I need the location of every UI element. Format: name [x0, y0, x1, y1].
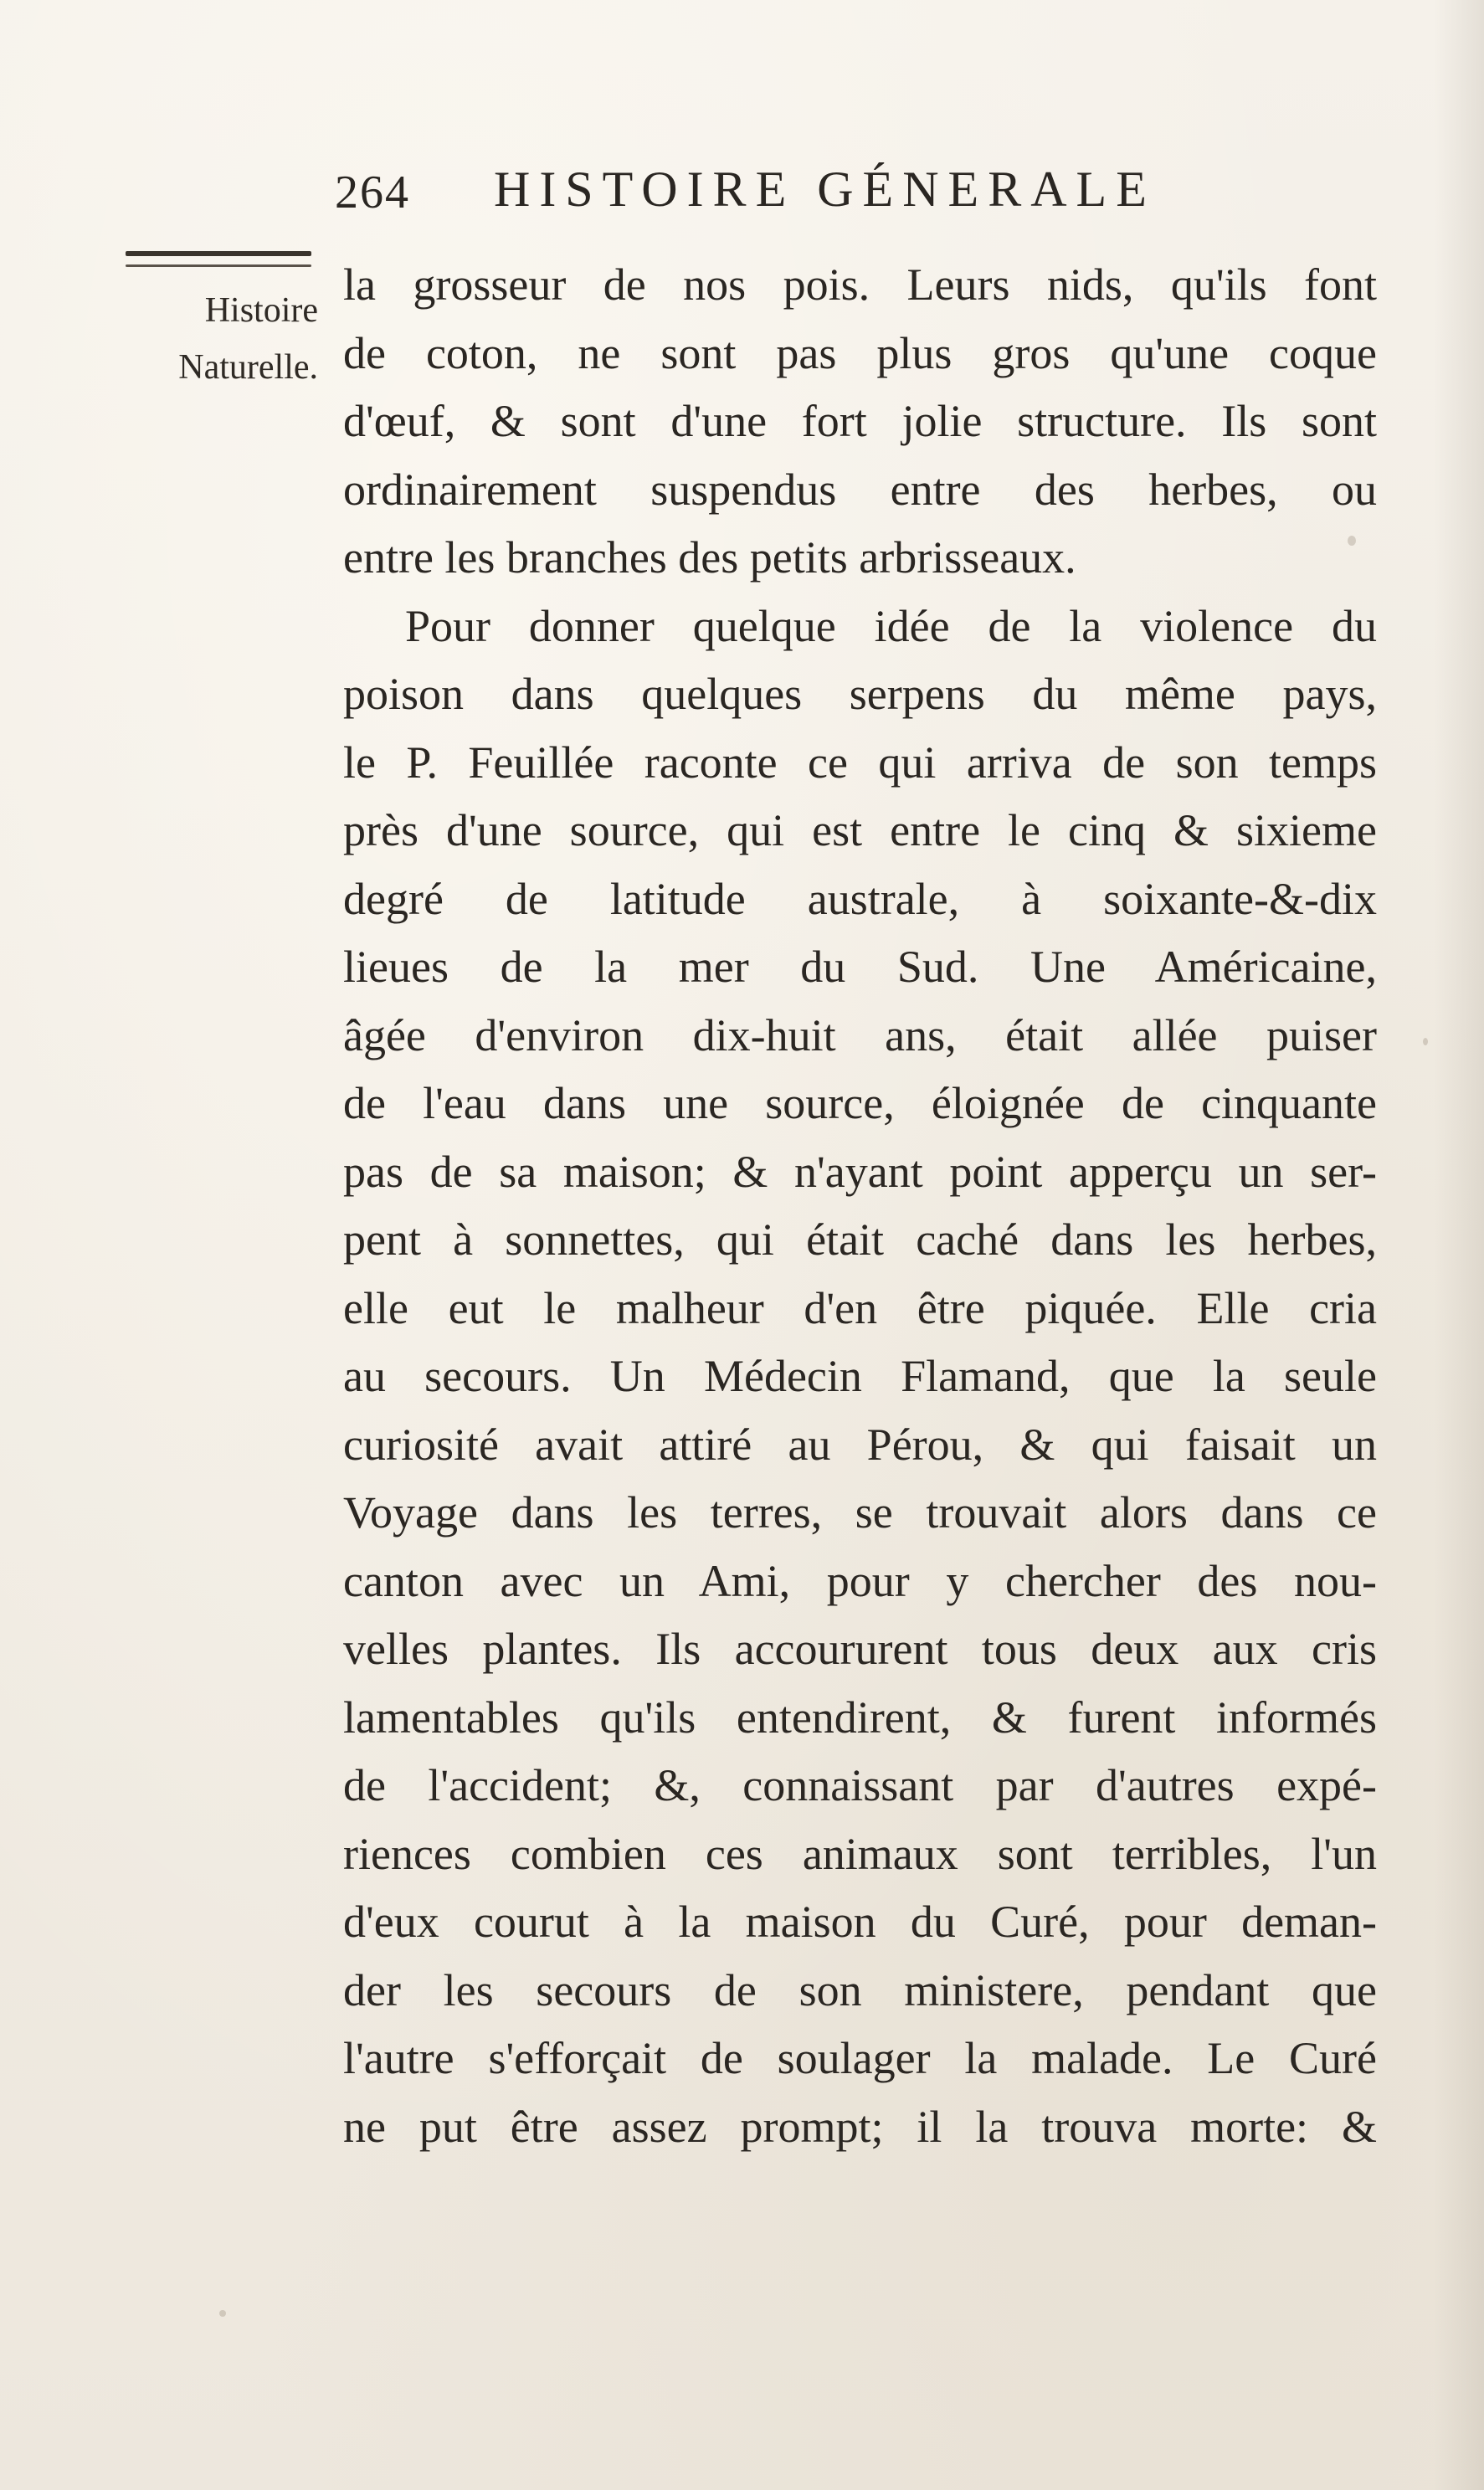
text-line: de l'eau dans une source, éloignée de cinquante [343, 1078, 1377, 1128]
margin-note-line: Histoire [204, 291, 318, 330]
page-header [335, 159, 1339, 226]
text-line: l'autre s'efforçait de soulager la malade. Le Curé [343, 2033, 1377, 2083]
text-line: riences combien ces animaux sont terribles, l'un [343, 1828, 1377, 1879]
text-line: d'eux courut à la maison du Curé, pour deman- [343, 1897, 1377, 1947]
page-number: 264 [335, 167, 410, 218]
text-line: Voyage dans les terres, se trouvait alors dans ce [343, 1487, 1377, 1538]
text-line: entre les branches des petits arbrisseaux. [343, 532, 1076, 583]
text-line: de coton, ne sont pas plus gros qu'une coque [343, 327, 1377, 378]
text-line: au secours. Un Médecin Flamand, que la seule [343, 1351, 1377, 1401]
text-line: la grosseur de nos pois. Leurs nids, qu'ils font [343, 259, 1377, 310]
text-line: canton avec un Ami, pour y chercher des nou- [343, 1555, 1377, 1606]
margin-note [117, 251, 318, 396]
text-line: poison dans quelques serpens du même pays, [343, 669, 1377, 719]
margin-rule-thick [126, 251, 311, 256]
text-line: lieues de la mer du Sud. Une Américaine, [343, 942, 1377, 992]
text-line: pent à sonnettes, qui était caché dans les herbes, [343, 1214, 1377, 1265]
text-line: ne put être assez prompt; il la trouva morte: & [343, 2101, 1377, 2152]
text-line: curiosité avait attiré au Pérou, & qui faisait un [343, 1419, 1377, 1470]
text-line: près d'une source, qui est entre le cinq & sixieme [343, 805, 1377, 855]
body-text [343, 251, 1377, 2161]
margin-rule-thin [126, 264, 311, 267]
text-line: Pour donner quelque idée de la violence du [405, 600, 1377, 651]
paper-spot [219, 2310, 226, 2317]
text-line: velles plantes. Ils accoururent tous deux aux cris [343, 1624, 1377, 1674]
text-line: lamentables qu'ils entendirent, & furent informés [343, 1692, 1377, 1743]
text-line: de l'accident; &, connaissant par d'autres expé- [343, 1760, 1377, 1810]
paper-spot [1423, 1038, 1428, 1045]
page-edge-shadow [1434, 0, 1484, 2490]
text-line: ordinairement suspendus entre des herbes, ou [343, 464, 1377, 515]
text-line: elle eut le malheur d'en être piquée. Elle cria [343, 1282, 1377, 1333]
text-line: âgée d'environ dix-huit ans, était allée puiser [343, 1009, 1377, 1060]
text-line: d'œuf, & sont d'une fort jolie structure. Ils sont [343, 396, 1377, 446]
text-line: der les secours de son ministere, pendant que [343, 1964, 1377, 2015]
text-line: degré de latitude australe, à soixante-&-dix [343, 873, 1377, 924]
text-line: le P. Feuillée raconte ce qui arriva de son temps [343, 737, 1377, 788]
running-head: HISTOIRE GÉNERALE [494, 162, 1156, 217]
margin-note-line: Naturelle. [178, 348, 318, 387]
text-line: pas de sa maison; & n'ayant point apperçu un ser- [343, 1146, 1377, 1197]
